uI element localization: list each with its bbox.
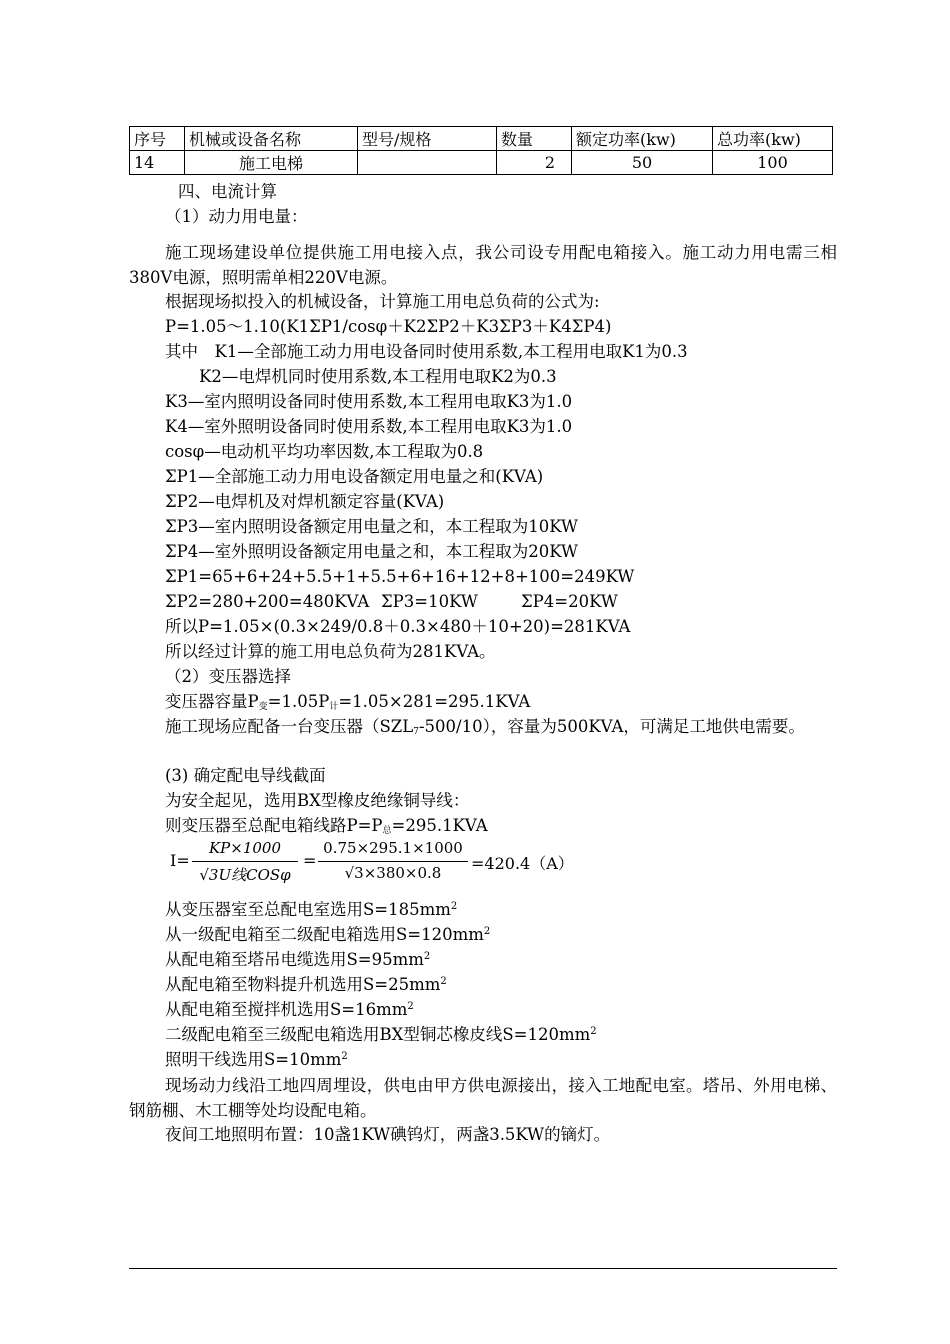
k3-definition: K3—室内照明设备同时使用系数,本工程用电取K3为1.0 <box>165 392 573 411</box>
paragraph-text: 施工现场应配备一台变压器（SZL <box>165 717 414 736</box>
cable-spec-text: 从配电箱至塔吊电缆选用S=95mm <box>165 950 424 969</box>
paragraph-formula-intro: 根据现场拟投入的机械设备，计算施工用电总负荷的公式为: <box>165 292 600 311</box>
cable-spec <box>165 973 447 997</box>
calc-sp1: ΣP1=65+6+24+5.5+1+5.5+6+16+12+8+100=249KW <box>165 567 635 586</box>
calc-total-p: 所以P=1.05×(0.3×249/0.8＋0.3×480＋10+20)=281KVA <box>165 617 631 636</box>
superscript: 2 <box>590 1026 597 1037</box>
header-cell: 机械或设备名称 <box>185 127 358 151</box>
cable-spec-text: 照明干线选用S=10mm <box>165 1050 342 1069</box>
cable-spec-text: 二级配电箱至三级配电箱选用BX型铜芯橡皮线S=120mm <box>165 1025 591 1044</box>
superscript: 2 <box>483 926 491 937</box>
subscript: 计 <box>329 702 339 712</box>
cable-spec-text: 从配电箱至物料提升机选用S=25mm <box>165 975 441 994</box>
cable-spec <box>165 898 457 922</box>
table-cell <box>358 151 497 175</box>
fraction-denominator: √3×380×0.8 <box>344 864 442 882</box>
paragraph-transformer <box>129 714 837 745</box>
header-cell: 总功率(kw) <box>713 127 833 151</box>
superscript: 2 <box>440 976 447 987</box>
fraction-denominator: √3U线COSφ <box>199 866 291 884</box>
header-cell: 数量 <box>497 127 572 151</box>
superscript: 2 <box>423 951 431 962</box>
safety-note: 为安全起见，选用BX型橡皮绝缘铜导线： <box>165 791 470 810</box>
k1-definition: 其中 K1—全部施工动力用电设备同时使用系数,本工程用电取K1为0.3 <box>165 342 688 361</box>
cable-spec-text: 从变压器室至总配电室选用S=185mm <box>165 900 451 919</box>
superscript: 2 <box>341 1051 348 1062</box>
subsection-2-title: （2）变压器选择 <box>165 667 291 686</box>
equals-sign: = <box>303 851 317 870</box>
table-cell: 施工电梯 <box>185 151 358 175</box>
current-symbol: I= <box>170 851 190 870</box>
night-lighting: 夜间工地照明布置：10盏1KW碘钨灯，两盏3.5KW的镝灯。 <box>165 1125 611 1144</box>
symbolic-fraction <box>192 837 298 887</box>
sp2-definition: ΣP2—电焊机及对焊机额定容量(KVA) <box>165 492 445 511</box>
subscript: 7 <box>413 727 419 737</box>
paragraph-route: 现场动力线沿工地四周埋设，供电由甲方供电源接出，接入工地配电室。塔吊、外用电梯、钢筋棚、木工棚等处均设配电箱。 <box>129 1076 837 1120</box>
main-line-text: =295.1KVA <box>391 816 488 835</box>
numeric-fraction <box>318 837 468 887</box>
sp4-definition: ΣP4—室外照明设备额定用电量之和，本工程取为20KW <box>165 542 578 561</box>
section-title: 四、电流计算 <box>178 182 277 201</box>
subsection-3-title: (3) 确定配电导线截面 <box>165 766 326 785</box>
transformer-capacity-text: =1.05P <box>267 692 330 711</box>
table-header-row <box>130 127 833 151</box>
table-cell: 2 <box>497 151 572 175</box>
header-cell: 额定功率(kw) <box>572 127 713 151</box>
calc-sp4: ΣP4=20KW <box>521 592 618 611</box>
superscript: 2 <box>407 1001 414 1012</box>
cable-spec <box>165 948 430 972</box>
fraction-numerator: KP×1000 <box>208 839 282 857</box>
table-row <box>130 151 833 175</box>
k4-definition: K4—室外照明设备同时使用系数,本工程用电取K3为1.0 <box>165 417 573 436</box>
fraction-bar <box>318 861 468 862</box>
footer-divider <box>129 1268 837 1269</box>
subsection-1-title: （1）动力用电量： <box>165 207 308 226</box>
cable-spec <box>165 1023 597 1047</box>
cable-spec <box>165 1048 348 1072</box>
cable-spec-text: 从配电箱至搅拌机选用S=16mm <box>165 1000 408 1019</box>
table-cell: 14 <box>130 151 185 175</box>
paragraph-text: -500/10），容量为500KVA，可满足工地供电需要。 <box>418 717 805 736</box>
transformer-capacity-text: =1.05×281=295.1KVA <box>338 692 531 711</box>
transformer-capacity-text: 变压器容量P <box>165 692 259 711</box>
subscript: 变 <box>258 702 268 712</box>
main-line-text: 则变压器至总配电箱线路P=P <box>165 816 383 835</box>
cable-spec-text: 从一级配电箱至二级配电箱选用S=120mm <box>165 925 484 944</box>
header-cell: 序号 <box>130 127 185 151</box>
cos-definition: cosφ—电动机平均功率因数,本工程取为0.8 <box>165 442 484 461</box>
sp1-definition: ΣP1—全部施工动力用电设备额定用电量之和(KVA) <box>165 467 544 486</box>
calc-total-load: 所以经过计算的施工用电总负荷为281KVA。 <box>165 642 496 661</box>
header-cell: 型号/规格 <box>358 127 497 151</box>
equipment-table <box>129 126 833 175</box>
sp3-definition: ΣP3—室内照明设备额定用电量之和，本工程取为10KW <box>165 517 578 536</box>
superscript: 2 <box>450 901 458 912</box>
k2-definition: K2—电焊机同时使用系数,本工程用电取K2为0.3 <box>199 367 557 386</box>
calc-sp3: ΣP3=10KW <box>381 592 478 611</box>
subscript: 总 <box>382 826 392 836</box>
current-result: =420.4（A） <box>471 854 574 873</box>
fraction-numerator: 0.75×295.1×1000 <box>323 839 463 857</box>
table-cell: 100 <box>713 151 833 175</box>
paragraph-power-supply: 施工现场建设单位提供施工用电接入点，我公司设专用配电箱接入。施工动力用电需三相380V电源，照明需单相220V电源。 <box>129 243 837 287</box>
calc-sp2: ΣP2=280+200=480KVA <box>165 592 370 611</box>
cable-spec <box>165 998 414 1022</box>
table-cell: 50 <box>572 151 713 175</box>
fraction-bar <box>192 861 298 862</box>
load-formula: P=1.05～1.10(K1ΣP1/cosφ＋K2ΣP2＋K3ΣP3＋K4ΣP4) <box>165 317 612 336</box>
cable-spec <box>165 923 490 947</box>
